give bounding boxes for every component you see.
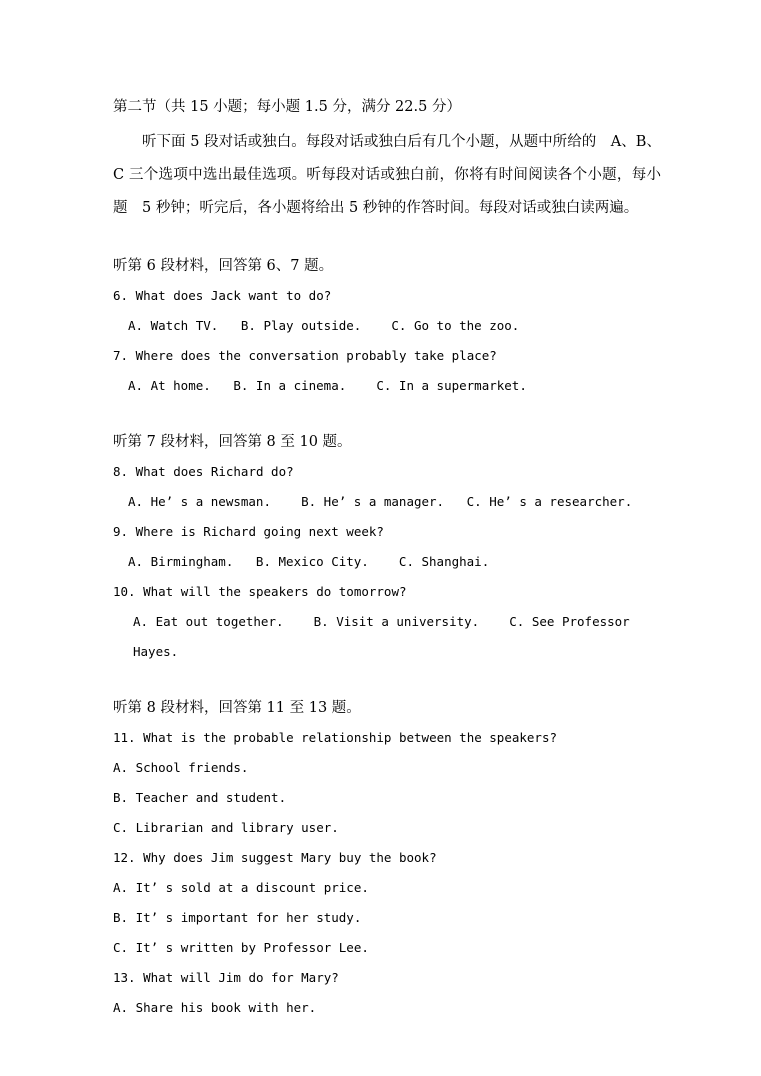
question-8-text: 8. What does Richard do? xyxy=(113,464,294,479)
question-7-text: 7. Where does the conversation probably take place? xyxy=(113,348,497,363)
question-12-option-a: A. It’ s sold at a discount price. xyxy=(113,880,369,895)
question-13-text: 13. What will Jim do for Mary? xyxy=(113,970,339,985)
material-block-3 xyxy=(113,693,661,1023)
question-11-option-c: C. Librarian and library user. xyxy=(113,820,339,835)
material-2-header: 听第 7 段材料，回答第 8 至 10 题。 xyxy=(113,434,352,450)
question-13-option-a: A. Share his book with her. xyxy=(113,1000,317,1015)
question-11-text: 11. What is the probable relationship between the speakers? xyxy=(113,730,558,745)
question-7-options: A. At home. B. In a cinema. C. In a supermarket. xyxy=(128,378,527,393)
question-8-options: A. He’ s a newsman. B. He’ s a manager. C. He’ s a researcher. xyxy=(128,494,633,509)
material-block-1 xyxy=(113,251,661,401)
question-12-option-b: B. It’ s important for her study. xyxy=(113,910,362,925)
question-12-text: 12. Why does Jim suggest Mary buy the book? xyxy=(113,850,437,865)
question-9-text: 9. Where is Richard going next week? xyxy=(113,524,384,539)
question-10-text: 10. What will the speakers do tomorrow? xyxy=(113,584,407,599)
question-11-option-a: A. School friends. xyxy=(113,760,249,775)
question-12-option-c: C. It’ s written by Professor Lee. xyxy=(113,940,369,955)
material-block-2 xyxy=(113,427,661,667)
question-6-options: A. Watch TV. B. Play outside. C. Go to the zoo. xyxy=(128,318,520,333)
question-10-options: A. Eat out together. B. Visit a university. C. See Professor Hayes. xyxy=(133,614,638,659)
material-1-header: 听第 6 段材料，回答第 6、7 题。 xyxy=(113,258,334,274)
instructions-paragraph: 听下面 5 段对话或独白。每段对话或独白后有几个小题，从题中所给的 A、B、C 三个选项中选出最佳选项。听每段对话或独白前，你将有时间阅读各个小题，每小题 5 秒钟；听完后，各小题将给出 5 秒钟的作答时间。每段对话或独白读两遍。 xyxy=(113,134,661,216)
section-title: 第二节（共 15 小题；每小题 1.5 分，满分 22.5 分） xyxy=(113,99,461,115)
question-6-text: 6. What does Jack want to do? xyxy=(113,288,332,303)
question-9-options: A. Birmingham. B. Mexico City. C. Shanghai. xyxy=(128,554,490,569)
question-11-option-b: B. Teacher and student. xyxy=(113,790,287,805)
material-3-header: 听第 8 段材料，回答第 11 至 13 题。 xyxy=(113,700,361,716)
